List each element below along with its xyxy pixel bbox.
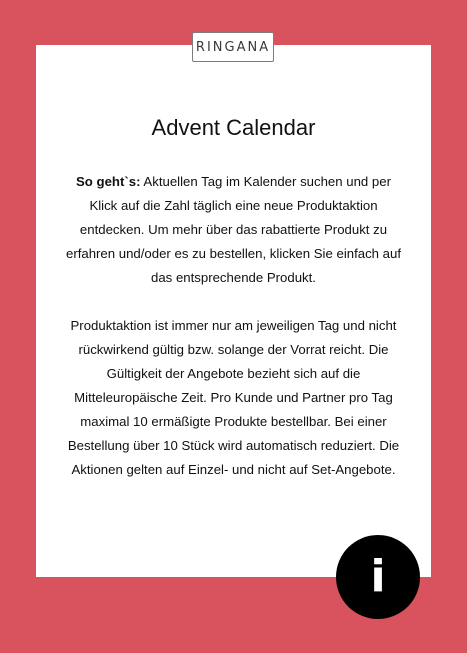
brand-logo[interactable] bbox=[192, 32, 274, 62]
intro-lead: So geht`s: bbox=[76, 174, 141, 189]
intro-paragraph bbox=[64, 170, 403, 290]
page-title: Advent Calendar bbox=[151, 115, 316, 140]
info-button[interactable] bbox=[336, 535, 420, 619]
terms-paragraph: Produktaktion ist immer nur am jeweiligen Tag und nicht rückwirkend gültig bzw. solange der Vorrat reicht. Die Gültigkeit der Angebote bezieht sich auf die Mitteleuropäische Zeit. Pro Kunde und Partner pro Tag maximal 10 ermäßigte Produkte bestellbar. Bei einer Bestellung über 10 Stück wird automatisch reduziert. Die Aktionen gelten auf Einzel- und nicht auf Set-Angebote. bbox=[67, 318, 400, 477]
brand-logo-text: RINGANA bbox=[195, 39, 271, 55]
info-icon: i bbox=[370, 551, 386, 602]
intro-text: Aktuellen Tag im Kalender suchen und per Klick auf die Zahl täglich eine neue Produktaktion entdecken. Um mehr über das rabattierte Produkt zu erfahren und/oder es zu bestellen, klicken Sie einfach auf das entsprechende Produkt. bbox=[65, 174, 402, 285]
